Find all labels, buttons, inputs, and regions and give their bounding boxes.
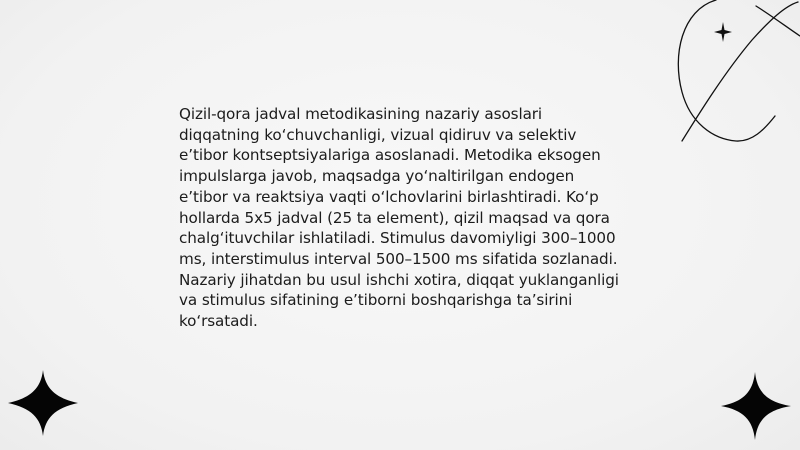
sparkle-icon [714, 22, 732, 42]
slide-body-text: Qizil-qora jadval metodikasining nazariy asoslari diqqatning ko‘chuvchanligi, vizual qidiruv va selektiv e’tibor kontseptsiyalariga asoslanadi. Metodika eksogen impulslarga javob, maqsadga yo‘naltirilgan endogen e’tibor va reaktsiya vaqti o‘lchovlarini birlashtiradi. Ko‘p hollarda 5x5 jadval (25 ta element), qizil maqsad va qora chalg‘ituvchilar ishlatiladi. Stimulus davomiyligi 300–1000 ms, interstimulus interval 500–1500 ms sifatida sozlanadi. Nazariy jihatdan bu usul ishchi xotira, diqqat yuklanganligi va stimulus sifatining e’tiborni boshqarishga ta’sirini ko‘rsatadi. [179, 105, 619, 331]
orbit-lines-icon [660, 0, 800, 145]
star-right-icon [718, 368, 796, 442]
star-left-icon [0, 368, 80, 438]
